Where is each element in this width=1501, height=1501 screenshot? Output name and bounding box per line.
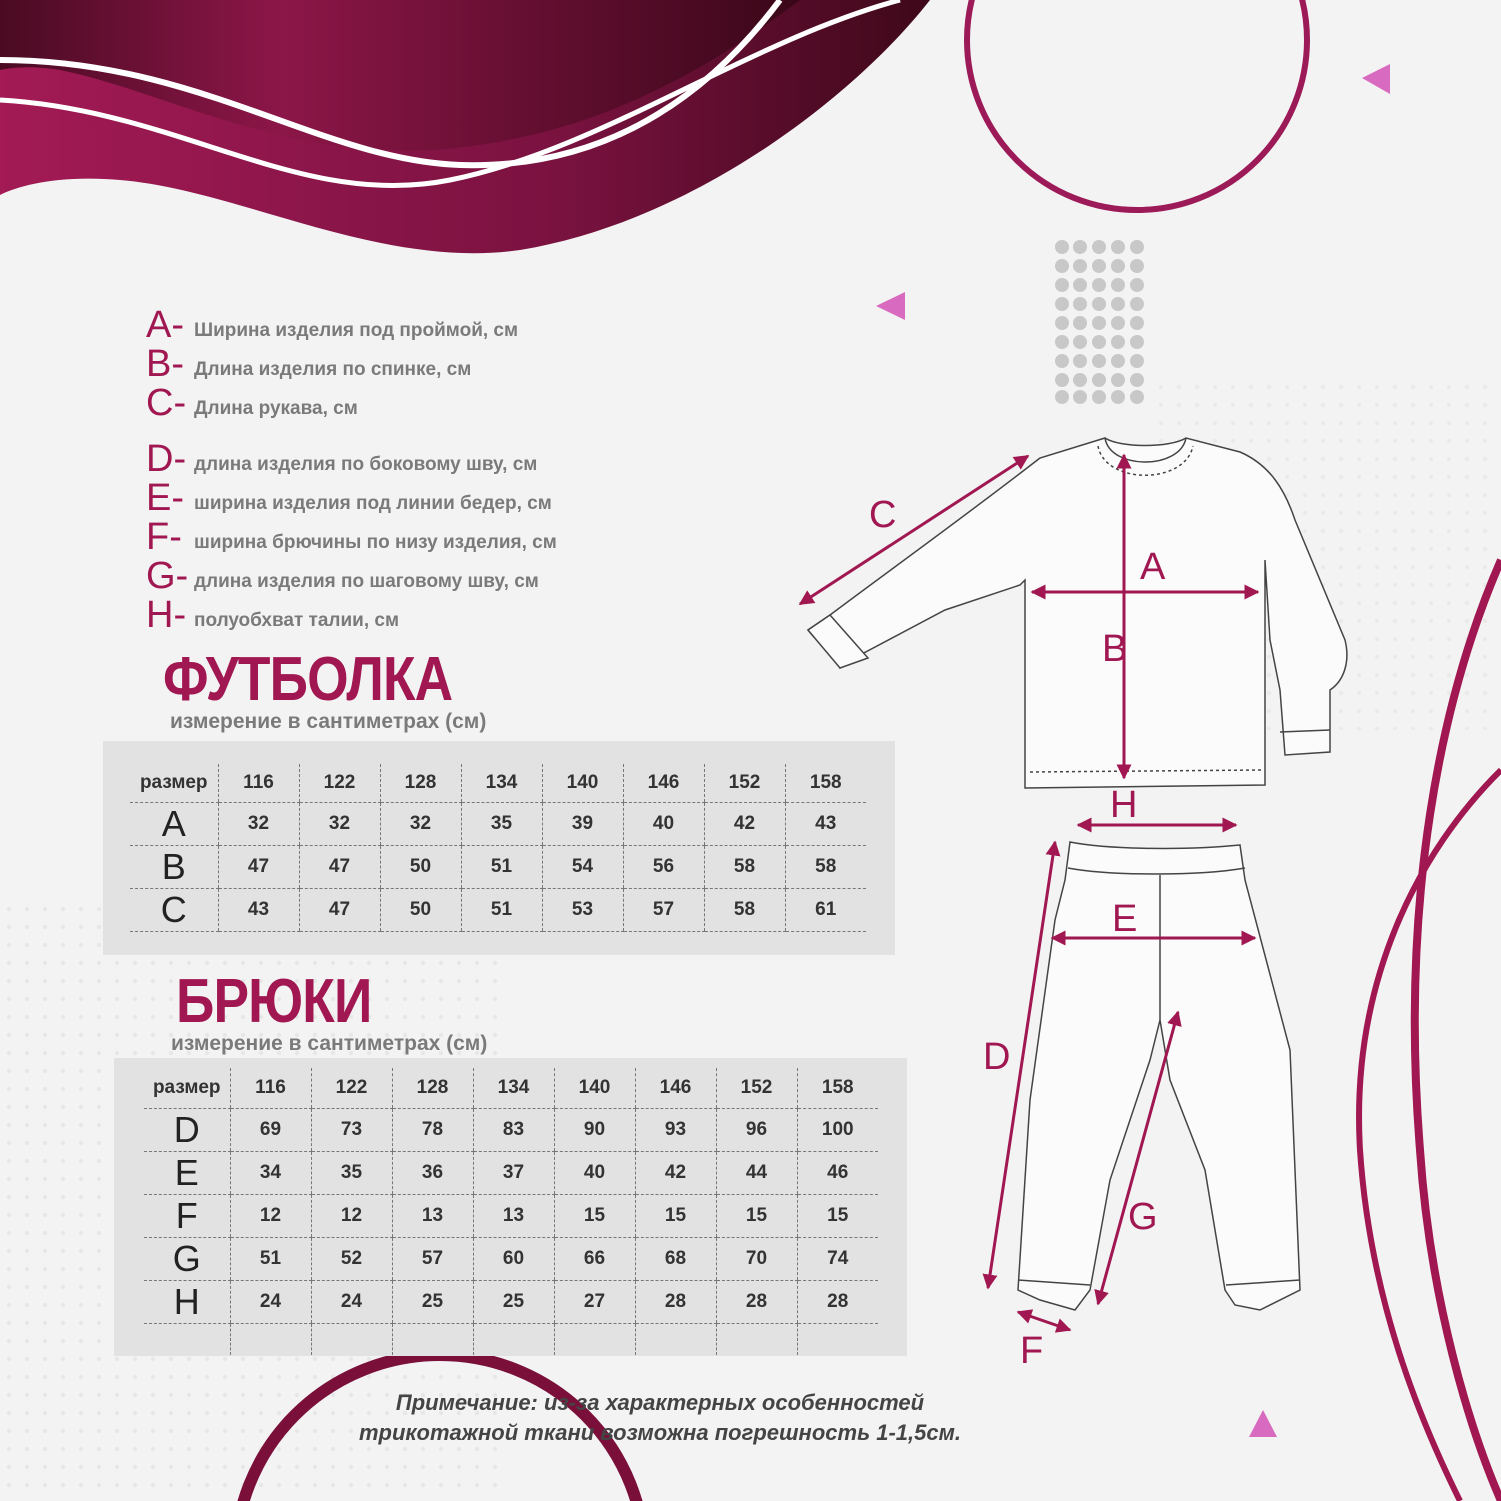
diagram-label-f: F bbox=[1020, 1330, 1044, 1372]
note bbox=[350, 1388, 970, 1448]
legend-text: Длина изделия по спинке, см bbox=[194, 359, 472, 380]
size-header: 134 bbox=[461, 764, 542, 802]
row-label: A bbox=[130, 802, 218, 845]
size-header: 116 bbox=[218, 764, 299, 802]
table-cell: 73 bbox=[311, 1108, 392, 1151]
table-cell: 68 bbox=[635, 1237, 716, 1280]
legend-text: полуобхват талии, см bbox=[194, 610, 400, 631]
row-label: F bbox=[144, 1194, 230, 1237]
table-cell: 24 bbox=[230, 1280, 311, 1323]
legend-letter: E- bbox=[146, 477, 184, 519]
size-header: 140 bbox=[542, 764, 623, 802]
size-header: 128 bbox=[392, 1068, 473, 1108]
legend-letter: C- bbox=[146, 382, 187, 424]
table-cell: 78 bbox=[392, 1108, 473, 1151]
size-header: 146 bbox=[635, 1068, 716, 1108]
table-cell: 47 bbox=[218, 845, 299, 888]
size-header: 140 bbox=[554, 1068, 635, 1108]
table-cell: 58 bbox=[704, 888, 785, 931]
row-label: G bbox=[144, 1237, 230, 1280]
table-cell: 32 bbox=[380, 802, 461, 845]
table-cell: 28 bbox=[797, 1280, 878, 1323]
table-cell: 51 bbox=[461, 845, 542, 888]
diagram-label-b: B bbox=[1102, 628, 1128, 670]
table-cell: 83 bbox=[473, 1108, 554, 1151]
pants-title: БРЮКИ bbox=[176, 967, 372, 1036]
legend-text: ширина изделия под линии бедер, см bbox=[194, 493, 552, 514]
legend-letter: A- bbox=[146, 304, 184, 346]
table-cell: 52 bbox=[311, 1237, 392, 1280]
diagram-label-a: A bbox=[1140, 546, 1166, 588]
table-cell: 42 bbox=[704, 802, 785, 845]
table-cell: 32 bbox=[299, 802, 380, 845]
table-cell: 13 bbox=[392, 1194, 473, 1237]
tshirt-outline bbox=[808, 438, 1347, 788]
table-cell: 46 bbox=[797, 1151, 878, 1194]
table-cell: 40 bbox=[623, 802, 704, 845]
diagram-label-h: H bbox=[1110, 784, 1138, 826]
table-cell: 39 bbox=[542, 802, 623, 845]
legend-letter: B- bbox=[146, 343, 184, 385]
table-cell: 50 bbox=[380, 845, 461, 888]
legend-text: ширина брючины по низу изделия, см bbox=[194, 532, 557, 553]
table-cell: 25 bbox=[392, 1280, 473, 1323]
table-cell: 27 bbox=[554, 1280, 635, 1323]
size-header: 128 bbox=[380, 764, 461, 802]
legend-letter: D- bbox=[146, 438, 187, 480]
size-header: 158 bbox=[785, 764, 866, 802]
row-label: B bbox=[130, 845, 218, 888]
table-cell: 15 bbox=[716, 1194, 797, 1237]
size-header: 116 bbox=[230, 1068, 311, 1108]
size-header-label: размер bbox=[144, 1068, 230, 1108]
table-cell: 12 bbox=[311, 1194, 392, 1237]
table-cell: 35 bbox=[461, 802, 542, 845]
tshirt-title: ФУТБОЛКА bbox=[163, 645, 453, 714]
size-header: 134 bbox=[473, 1068, 554, 1108]
table-cell: 56 bbox=[623, 845, 704, 888]
diagram-label-e: E bbox=[1112, 898, 1138, 940]
table-cell: 58 bbox=[704, 845, 785, 888]
table-cell: 57 bbox=[623, 888, 704, 931]
table-cell: 100 bbox=[797, 1108, 878, 1151]
table-cell: 34 bbox=[230, 1151, 311, 1194]
row-label: C bbox=[130, 888, 218, 931]
size-header: 122 bbox=[299, 764, 380, 802]
table-cell: 93 bbox=[635, 1108, 716, 1151]
table-cell: 47 bbox=[299, 845, 380, 888]
tshirt-subtitle: измерение в сантиметрах (см) bbox=[170, 710, 487, 733]
size-header: 146 bbox=[623, 764, 704, 802]
table-cell: 15 bbox=[554, 1194, 635, 1237]
size-header: 152 bbox=[716, 1068, 797, 1108]
table-cell: 69 bbox=[230, 1108, 311, 1151]
table-cell: 51 bbox=[461, 888, 542, 931]
table-cell: 70 bbox=[716, 1237, 797, 1280]
row-label: D bbox=[144, 1108, 230, 1151]
legend-letter: H- bbox=[146, 594, 187, 636]
table-cell: 54 bbox=[542, 845, 623, 888]
legend-text: Ширина изделия под проймой, см bbox=[194, 320, 519, 341]
table-cell: 13 bbox=[473, 1194, 554, 1237]
legend-text: длина изделия по боковому шву, см bbox=[194, 454, 538, 475]
table-cell: 66 bbox=[554, 1237, 635, 1280]
note-line-2: трикотажной ткани возможна погрешность 1-1,5см. bbox=[358, 1420, 962, 1445]
table-cell: 60 bbox=[473, 1237, 554, 1280]
size-header: 158 bbox=[797, 1068, 878, 1108]
table-cell: 61 bbox=[785, 888, 866, 931]
table-cell: 32 bbox=[218, 802, 299, 845]
note-line-1: Примечание: из-за характерных особенностей bbox=[395, 1390, 925, 1415]
size-header: 122 bbox=[311, 1068, 392, 1108]
table-cell: 51 bbox=[230, 1237, 311, 1280]
table-cell: 50 bbox=[380, 888, 461, 931]
legend-letter: F- bbox=[146, 516, 182, 558]
row-label: E bbox=[144, 1151, 230, 1194]
table-cell: 24 bbox=[311, 1280, 392, 1323]
table-cell: 58 bbox=[785, 845, 866, 888]
table-cell: 36 bbox=[392, 1151, 473, 1194]
table-cell: 15 bbox=[635, 1194, 716, 1237]
table-cell: 25 bbox=[473, 1280, 554, 1323]
diagram-label-g: G bbox=[1128, 1196, 1158, 1238]
table-cell: 57 bbox=[392, 1237, 473, 1280]
row-label: H bbox=[144, 1280, 230, 1323]
table-cell: 40 bbox=[554, 1151, 635, 1194]
table-cell: 90 bbox=[554, 1108, 635, 1151]
size-header-label: размер bbox=[130, 764, 218, 802]
legend-text: длина изделия по шаговому шву, см bbox=[194, 571, 539, 592]
table-cell: 28 bbox=[635, 1280, 716, 1323]
table-cell: 74 bbox=[797, 1237, 878, 1280]
table-cell: 35 bbox=[311, 1151, 392, 1194]
table-cell: 53 bbox=[542, 888, 623, 931]
legend-text: Длина рукава, см bbox=[194, 398, 358, 419]
table-cell: 15 bbox=[797, 1194, 878, 1237]
table-cell: 96 bbox=[716, 1108, 797, 1151]
legend-letter: G- bbox=[146, 555, 189, 597]
diagram-label-d: D bbox=[983, 1036, 1011, 1078]
table-cell: 42 bbox=[635, 1151, 716, 1194]
table-cell: 44 bbox=[716, 1151, 797, 1194]
table-cell: 47 bbox=[299, 888, 380, 931]
table-cell: 43 bbox=[218, 888, 299, 931]
pants-subtitle: измерение в сантиметрах (см) bbox=[171, 1032, 488, 1055]
size-header: 152 bbox=[704, 764, 785, 802]
table-cell: 43 bbox=[785, 802, 866, 845]
table-cell: 12 bbox=[230, 1194, 311, 1237]
table-cell: 28 bbox=[716, 1280, 797, 1323]
table-cell: 37 bbox=[473, 1151, 554, 1194]
diagram-label-c: C bbox=[869, 494, 897, 536]
